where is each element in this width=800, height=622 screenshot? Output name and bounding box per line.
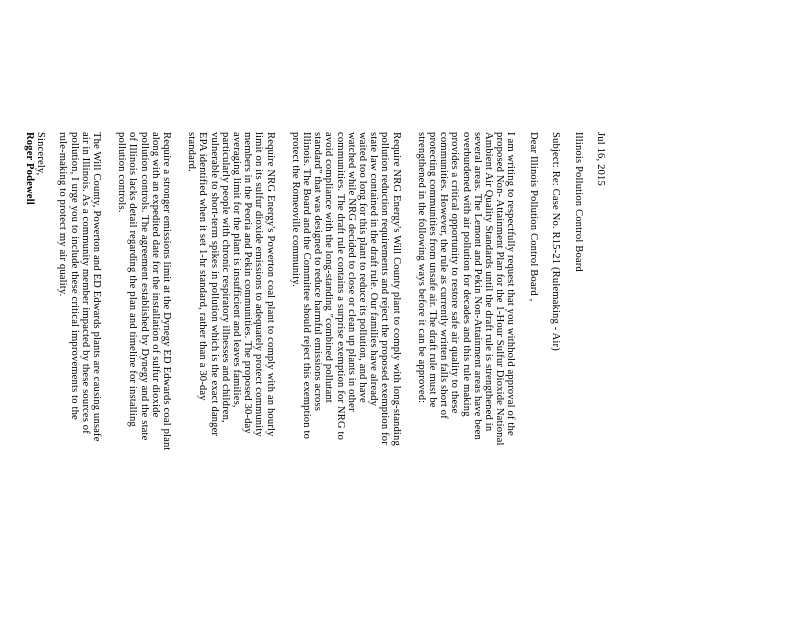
letter-subject: Subject: Re: Case No. R15-21 (Rulemaking - Air)	[550, 132, 562, 351]
paragraph-line: overburdened with air pollution for decades and this rule making	[460, 132, 472, 417]
paragraph-line: pollution controls.	[116, 132, 128, 213]
paragraph-line: pollution reduction requirements and reject the proposed exemption for	[379, 132, 391, 445]
letter-page	[23, 132, 606, 622]
paragraph-line: Require a stronger emissions limit at the Dynegy ED Edwards coal plant	[160, 132, 172, 451]
paragraph-line: vulnerable to short-term spikes in pollution which is the exact danger	[208, 132, 220, 437]
paragraph-line: air in Illinois. As a community member impacted by these sources of	[79, 132, 91, 434]
letter-signature: Roger Podewell	[23, 132, 35, 205]
paragraph-line: several areas. The Lemont and Pekin Non-Attainment areas have been	[471, 132, 483, 440]
paragraph-line: averaging limit for the plant is insufficient and leaves families,	[230, 132, 242, 408]
paragraph-powerton	[186, 132, 276, 622]
paragraph-line: standard.	[186, 132, 198, 172]
paragraph-line: Illinois. The Board and the Committee should reject this exemption to	[300, 132, 312, 440]
letter-salutation: Dear Illinois Pollution Control Board ,	[527, 132, 539, 302]
paragraph-line: avoid compliance with the long-standing "combined pollutant	[323, 132, 335, 403]
paragraph-line: along with an expedited date for the installation of sulfur dioxide	[149, 132, 161, 418]
paragraph-line: communities. However, the rule as currently written falls short of	[438, 132, 450, 419]
paragraph-line: pollution, I urge you to include these critical improvements to the	[68, 132, 80, 420]
paragraph-line: EPA identified when it set 1-hr standard, rather than a 30-day	[197, 132, 209, 401]
paragraph-line: standard" that was designed to reduce harmful emissions across	[312, 132, 324, 411]
paragraph-line: particularly people with chronic respiratory illnesses and children,	[219, 132, 231, 423]
paragraph-line: I am writing to respectfully request that you withhold approval of the	[505, 132, 517, 436]
letter-date: Jul 16, 2015	[595, 132, 606, 186]
paragraph-line: Ambient Air Quality Standards until the draft rule is strengthened in	[483, 132, 495, 432]
paragraph-will-county	[290, 132, 402, 622]
paragraph-line: Require NRG Energy's Will County plant to comply with long-standing	[390, 132, 402, 446]
paragraph-line: communities. The draft rule contains a surprise exemption for NRG to	[334, 132, 346, 441]
letter-body	[57, 132, 516, 622]
paragraph-ed-edwards	[116, 132, 172, 622]
paragraph-line: limit on its sulfur dioxide emissions to adequately protect community	[253, 132, 265, 437]
paragraph-line: provides a critical opportunity to restore safe air quality to these	[449, 132, 461, 414]
paragraph-line: strengthened in the following ways before it can be approved:	[415, 132, 427, 404]
paragraph-line: rule-making to protect my air quality.	[57, 132, 69, 297]
letter-recipient: Illinois Pollution Control Board	[572, 132, 584, 272]
paragraph-line: pollution controls. The agreement established by Dynegy and the state	[138, 132, 150, 441]
paragraph-line: of Illinois lacks detail regarding the plan and timeline for installing	[127, 132, 139, 427]
paragraph-line: The Will County, Powerton and ED Edwards plants are causing unsafe	[90, 132, 102, 442]
paragraph-line: watched while NRG decided to close or clean up plants in other	[345, 132, 357, 412]
paragraph-line: proposed Non- Attainment Plan for the 1-Hour Sulfur Dioxide National	[494, 132, 506, 446]
paragraph-conclusion	[57, 132, 102, 622]
paragraph-line: members in the Peoria and Pekin communities. The proposed 30-day	[242, 132, 254, 434]
paragraph-line: waited too long for this plant to reduce its pollution, and have	[357, 132, 368, 403]
letter-closing: Sincerely,	[34, 132, 46, 176]
paragraph-line: state law contained in the draft rule. Our families have already	[368, 132, 380, 407]
paragraph-line: Require NRG Energy's Powerton coal plant to comply with an hourly	[264, 132, 276, 437]
paragraph-line: protecting communities from unsafe air. The draft rule must be	[427, 132, 439, 408]
paragraph-intro	[416, 132, 517, 622]
paragraph-line: protect the Romeoville community.	[289, 132, 301, 287]
